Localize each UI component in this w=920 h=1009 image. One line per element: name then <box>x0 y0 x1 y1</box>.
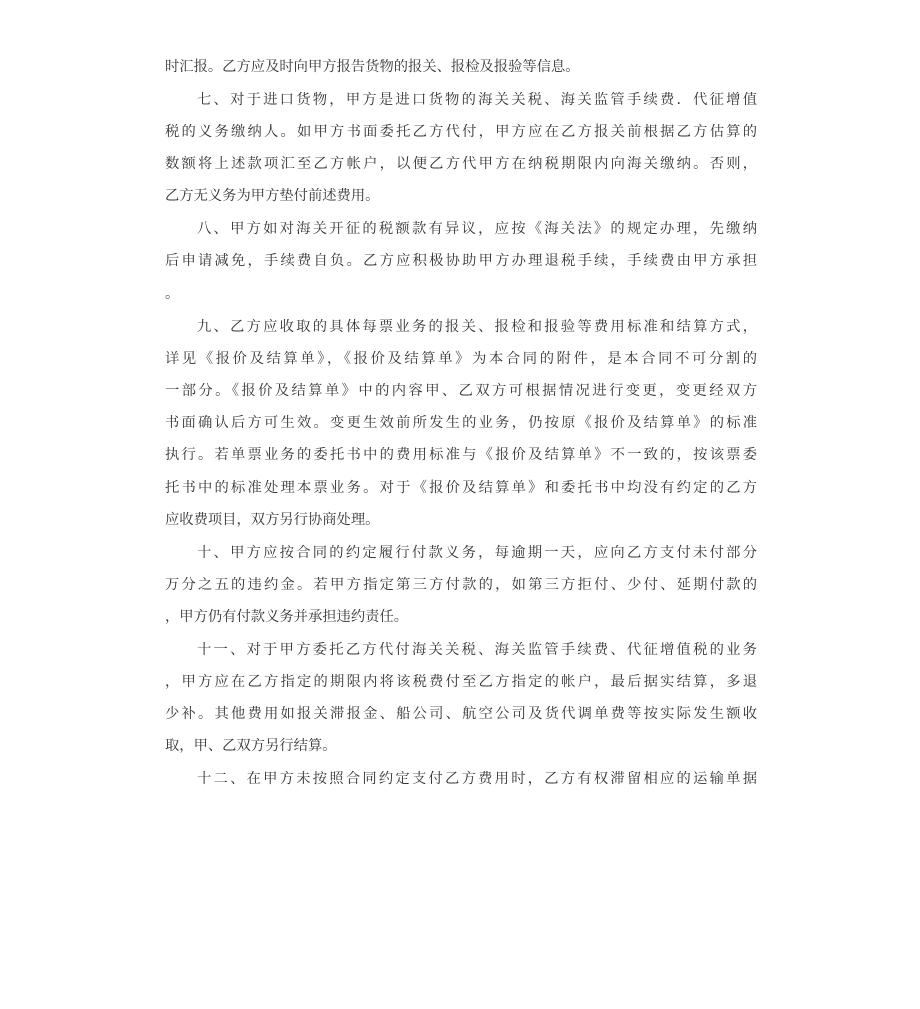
paragraph-8-line: 八、甲方如对海关开征的税额款有异议，应按《海关法》的规定办理，先缴纳 <box>197 221 757 237</box>
text-line: 执行。若单票业务的委托书中的费用标准与《报价及结算单》不一致的，按该票委 <box>165 447 757 463</box>
text-line: 万分之五的违约金。若甲方指定第三方付款的，如第三方拒付、少付、延期付款的 <box>165 577 757 593</box>
text-line: 乙方无义务为甲方垫付前述费用。 <box>165 188 380 204</box>
text-line: ，甲方应在乙方指定的期限内将该税费付至乙方指定的帐户，最后据实结算，多退 <box>165 674 757 690</box>
paragraph-10-line: 十、甲方应按合同的约定履行付款义务，每逾期一天，应向乙方支付未付部分 <box>197 545 757 561</box>
text-line: 托书中的标准处理本票业务。对于《报价及结算单》和委托书中均没有约定的乙方 <box>165 480 757 496</box>
text-line: 一部分。《报价及结算单》中的内容甲、乙双方可根据情况进行变更，变更经双方 <box>165 383 757 399</box>
paragraph-7-line: 七、对于进口货物，甲方是进口货物的海关关税、海关监管手续费．代征增值 <box>197 92 757 108</box>
text-line: 少补。其他费用如报关滞报金、船公司、航空公司及货代调单费等按实际发生额收 <box>165 706 757 722</box>
text-line: 时汇报。乙方应及时向甲方报告货物的报关、报检及报验等信息。 <box>165 59 580 75</box>
text-line: 详见《报价及结算单》，《报价及结算单》为本合同的附件，是本合同不可分割的 <box>165 351 757 367</box>
paragraph-9-line: 九、乙方应收取的具体每票业务的报关、报检和报验等费用标准和结算方式， <box>197 319 757 335</box>
text-line: ，甲方仍有付款义务并承担违约责任。 <box>165 609 409 625</box>
text-line: 书面确认后方可生效。变更生效前所发生的业务，仍按原《报价及结算单》的标准 <box>165 415 757 431</box>
text-line: 数额将上述款项汇至乙方帐户，以便乙方代甲方在纳税期限内向海关缴纳。否则， <box>165 156 757 172</box>
text-line: 应收费项目，双方另行协商处理。 <box>165 512 380 528</box>
text-line: 后申请减免，手续费自负。乙方应积极协助甲方办理退税手续，手续费由甲方承担 <box>165 253 757 269</box>
paragraph-11-line: 十一、对于甲方委托乙方代付海关关税、海关监管手续费、代征增值税的业务 <box>197 642 757 658</box>
text-line: 税的义务缴纳人。如甲方书面委托乙方代付，甲方应在乙方报关前根据乙方估算的 <box>165 124 757 140</box>
text-line: 取，甲、乙双方另行结算。 <box>165 738 337 754</box>
paragraph-12-line: 十二、在甲方未按照合同约定支付乙方费用时，乙方有权滞留相应的运输单据 <box>197 771 757 787</box>
text-line: 。 <box>165 286 180 302</box>
